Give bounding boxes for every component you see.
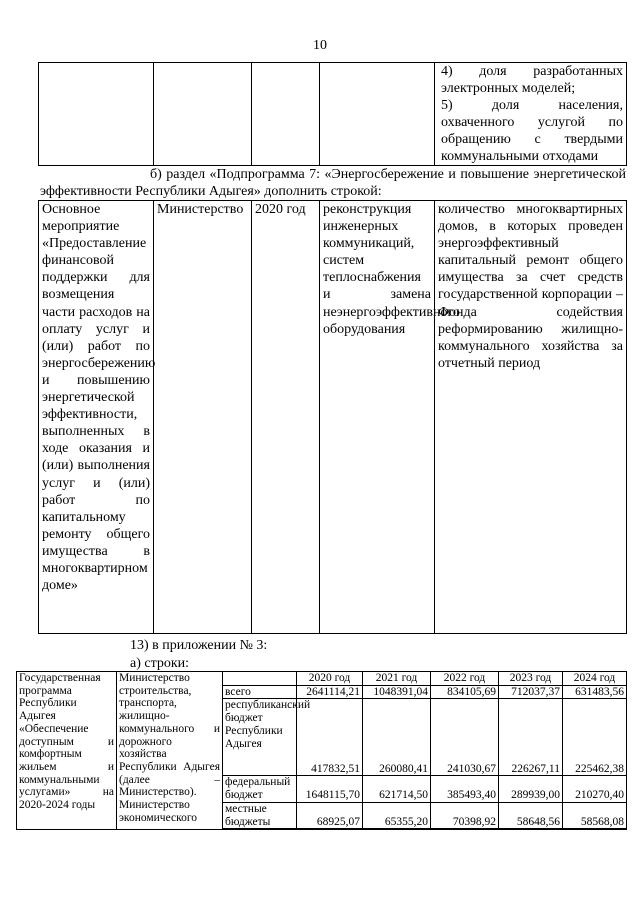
item-a-paragraph: а) строки: — [130, 656, 190, 671]
measure-cell: Основное мероприятие «Предоставление финансовой поддержки для возмещения части расходов на оплату услуг и (или) работ по энергосбережению и повышению энергетической эффективности, выполненных в ходе оказания и (или) выполнения услуг и (или) работ по капитальному ремонту общего имущества в многоквартирном доме» — [39, 201, 154, 634]
table-continuation — [38, 62, 627, 166]
table-cell — [563, 829, 627, 830]
table-cell — [39, 63, 154, 166]
value-cell: 1648115,70 — [297, 776, 363, 802]
table-row — [39, 201, 627, 634]
year-header: 2021 год — [363, 672, 431, 686]
value-cell: 2641114,21 — [297, 685, 363, 699]
value-cell: 241030,67 — [431, 699, 499, 776]
value-cell: 65355,20 — [363, 802, 431, 828]
year-header: 2024 год — [563, 672, 627, 686]
value-cell: 58648,56 — [499, 802, 563, 828]
value-cell: 631483,56 — [563, 685, 627, 699]
year-header: 2022 год — [431, 672, 499, 686]
table-cell — [499, 829, 563, 830]
value-cell: 385493,40 — [431, 776, 499, 802]
value-cell: 712037,37 — [499, 685, 563, 699]
value-cell: 70398,92 — [431, 802, 499, 828]
table-row — [17, 672, 627, 686]
value-cell: 260080,41 — [363, 699, 431, 776]
indicator-cell: количество многоквартирных домов, в которых проведен энергоэффективный капитальный ремонт общего имущества за счет средств государственной корпорации – Фонда содействия реформированию жилищно-коммунального хозяйства за отчетный период — [435, 201, 627, 634]
table-cell — [252, 63, 320, 166]
value-cell: 210270,40 — [563, 776, 627, 802]
table-cell — [223, 829, 297, 830]
value-cell: 1048391,04 — [363, 685, 431, 699]
year-header: 2023 год — [499, 672, 563, 686]
table-cell — [223, 672, 297, 686]
value-cell: 225462,38 — [563, 699, 627, 776]
item-13-paragraph: 13) в приложении № 3: — [130, 638, 268, 653]
section-b-paragraph: б) раздел «Подпрограмма 7: «Энергосбережение и повышение энергетической эффективности Республики Адыгея» дополнить строкой: — [40, 167, 626, 199]
page-number: 10 — [313, 38, 327, 53]
table-cell — [431, 829, 499, 830]
row-label: республиканский бюджет Республики Адыгея — [223, 699, 297, 776]
executor-cell: Министерство — [154, 201, 252, 634]
table-row — [39, 63, 627, 166]
value-cell: 834105,69 — [431, 685, 499, 699]
program-cell: Государственная программа Республики Адыгея «Обеспечение доступным и комфортным жильем и коммунальными услугами» на 2020-2024 годы — [17, 672, 117, 830]
value-cell: 417832,51 — [297, 699, 363, 776]
subprogram-7-table — [38, 200, 627, 634]
value-cell: 226267,11 — [499, 699, 563, 776]
value-cell: 68925,07 — [297, 802, 363, 828]
row-label: всего — [223, 685, 297, 699]
value-cell: 58568,08 — [563, 802, 627, 828]
value-cell: 621714,50 — [363, 776, 431, 802]
table-cell — [297, 829, 363, 830]
indicators-cell — [435, 63, 627, 166]
appendix-3-table — [16, 671, 627, 830]
indicators-text: 4) доля разработанных электронных моделей; 5) доля населения, охваченного услугой по обращению с твердыми коммунальными отходами — [441, 64, 623, 164]
table-cell — [363, 829, 431, 830]
executor-cell: Министерство строительства, транспорта, жилищно-коммунального и дорожного хозяйства Республики Адыгея (далее – Министерство). Министерство экономического — [117, 672, 223, 830]
row-label: местные бюджеты — [223, 802, 297, 828]
row-label: федеральный бюджет — [223, 776, 297, 802]
table-cell — [154, 63, 252, 166]
value-cell: 289939,00 — [499, 776, 563, 802]
result-cell: реконструкция инженерных коммуникаций, систем теплоснабжения и замена неэнергоэффективного оборудования — [320, 201, 435, 634]
year-header: 2020 год — [297, 672, 363, 686]
year-cell: 2020 год — [252, 201, 320, 634]
table-cell — [320, 63, 435, 166]
